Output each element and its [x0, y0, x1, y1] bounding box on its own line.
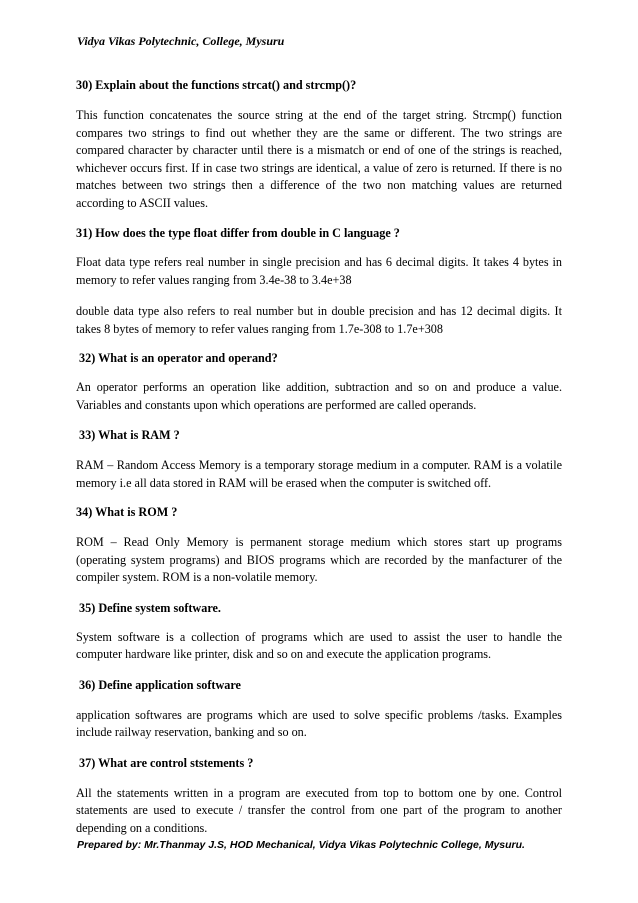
question-heading: 36) Define application software [76, 677, 241, 692]
answer-paragraph: All the statements written in a program are executed from top to bottom one by one. Control statements are used to execute / transfer the control from one part of the program to another depending on a conditions. [76, 785, 562, 835]
question-heading: 30) Explain about the functions strcat() and strcmp()? [76, 78, 357, 92]
answer-paragraph: RAM – Random Access Memory is a temporary storage medium in a computer. RAM is a volatile memory i.e all data stored in RAM will be erased when the computer is switched off. [76, 458, 562, 490]
page-footer: Prepared by: Mr.Thanmay J.S, HOD Mechanical, Vidya Vikas Polytechnic College, Mysuru. [77, 839, 525, 851]
answer-paragraph: ROM – Read Only Memory is permanent storage medium which stores start up programs (operating system programs) and BIOS programs which are recorded by the manfacturer of the compiler system. ROM is a non-volatile memory. [76, 535, 562, 584]
question-heading: 34) What is ROM ? [76, 505, 178, 519]
answer-paragraph: An operator performs an operation like addition, subtraction and so on and produce a value. Variables and constants upon which operations are performed are called operands. [76, 380, 562, 412]
question-heading: 35) Define system software. [76, 600, 221, 615]
document-body [76, 77, 562, 837]
page-header: Vidya Vikas Polytechnic, College, Mysuru [77, 34, 285, 48]
answer-paragraph: This function concatenates the source string at the end of the target string. Strcmp() function compares two strings to find out whether they are the same or different. The two strings are compared character by character until there is a mismatch or end of one of the strings is reached, whichever occurs first. If in case two strings are identical, a value of zero is returned. If there is no matches between two strings then a difference of the two non matching values are returned according to ASCII values. [76, 108, 562, 210]
question-heading: 31) How does the type float differ from double in C language ? [76, 226, 400, 240]
question-heading: 37) What are control ststements ? [76, 755, 254, 770]
question-heading: 33) What is RAM ? [76, 428, 180, 442]
answer-paragraph: double data type also refers to real number but in double precision and has 12 decimal digits. It takes 8 bytes of memory to refer values ranging from 1.7e-308 to 1.7e+308 [76, 304, 562, 336]
answer-paragraph: application softwares are programs which are used to solve specific problems /tasks. Examples include railway reservation, banking and so on. [76, 707, 562, 739]
question-heading: 32) What is an operator and operand? [76, 351, 278, 365]
answer-paragraph: Float data type refers real number in single precision and has 6 decimal digits. It takes 4 bytes in memory to refer values ranging from 3.4e-38 to 3.4e+38 [76, 255, 562, 287]
answer-paragraph: System software is a collection of programs which are used to assist the user to handle the computer hardware like printer, disk and so on and execute the application programs. [76, 629, 562, 661]
